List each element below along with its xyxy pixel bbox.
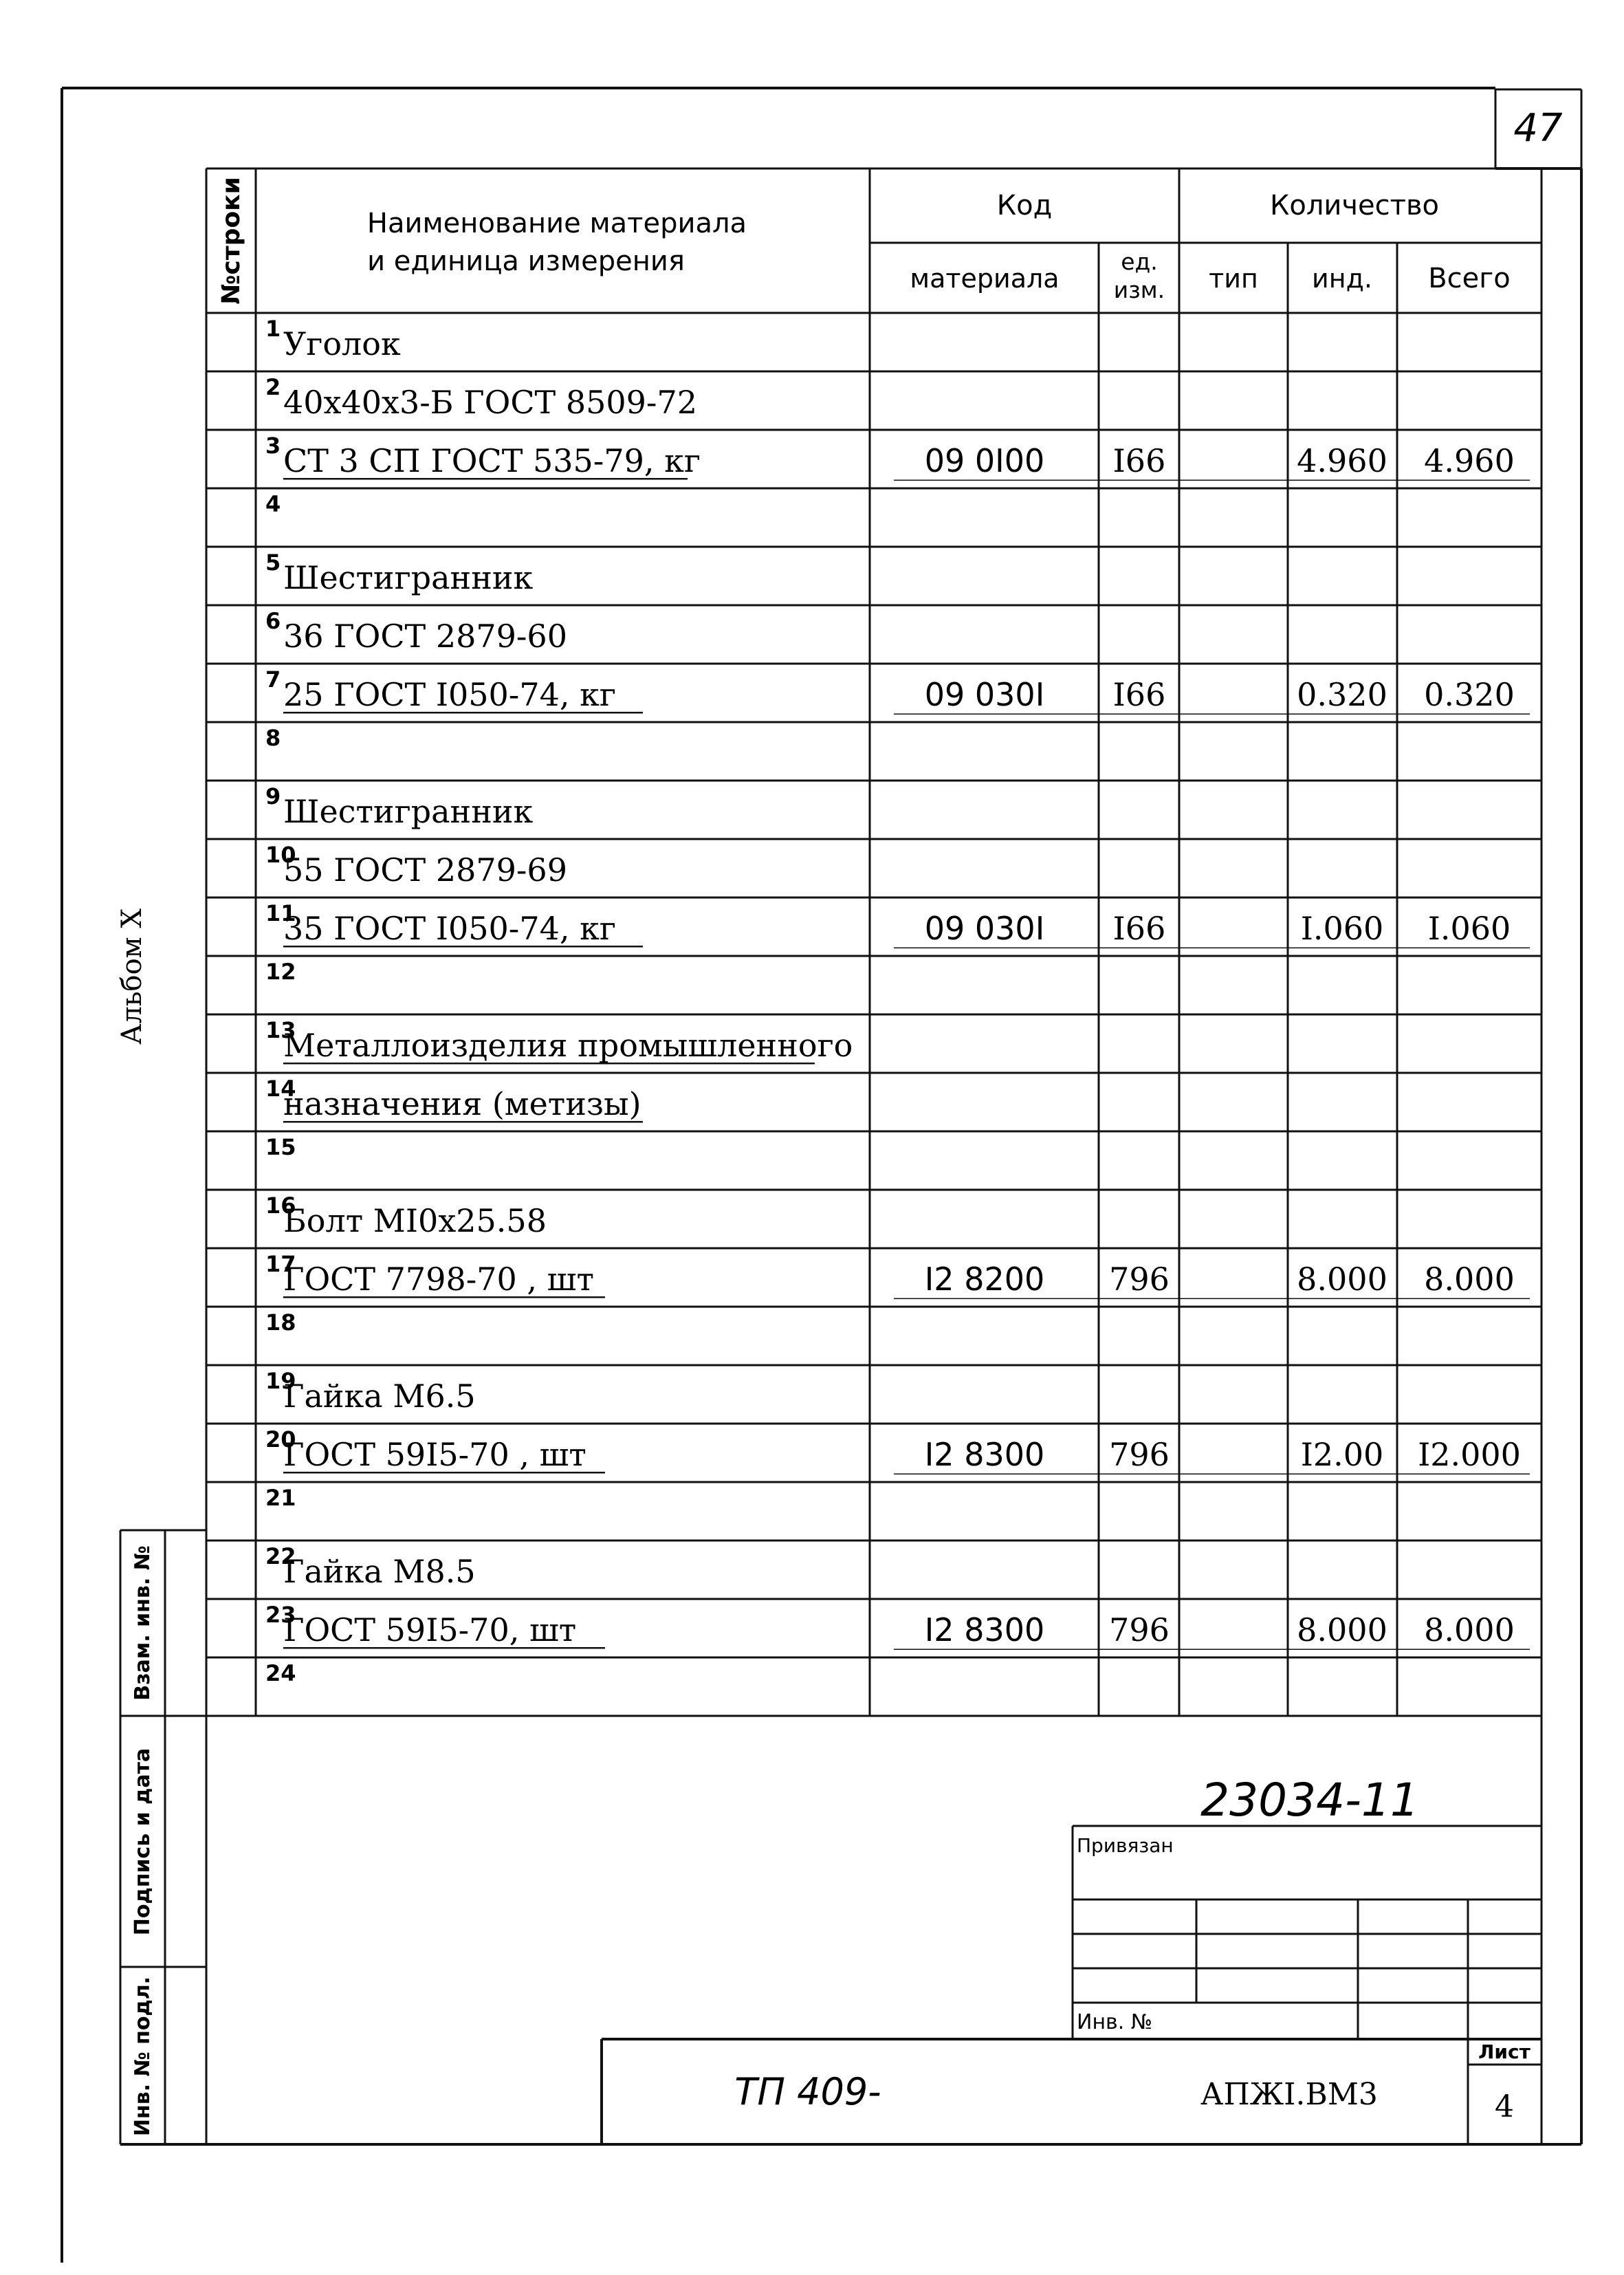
table-row [265, 783, 534, 830]
cell-no: 11 [265, 900, 296, 926]
cell-unit: 796 [1109, 1611, 1170, 1649]
table-body [265, 316, 1521, 1686]
cell-ind: I2.00 [1300, 1436, 1384, 1474]
page-number: 47 [1513, 106, 1563, 151]
table-row [265, 1076, 641, 1122]
table-row [265, 900, 1511, 947]
cell-name: 40x40x3-Б ГОСТ 8509-72 [283, 384, 697, 422]
cell-no: 9 [265, 783, 281, 809]
cell-ind: I.060 [1300, 910, 1384, 948]
header-name-line2: и единица измерения [367, 246, 685, 277]
cell-ind: 8.000 [1297, 1261, 1387, 1298]
cell-no: 24 [265, 1660, 296, 1686]
cell-no: 6 [265, 608, 281, 634]
table-row [265, 491, 281, 517]
sheet-number: 4 [1495, 2089, 1514, 2124]
cell-name: СТ 3 СП ГОСТ 535-79, кг [283, 442, 701, 480]
cell-name: ГОСТ 59I5-70, шт [283, 1611, 577, 1649]
header-type: тип [1209, 263, 1258, 294]
cell-name: назначения (метизы) [283, 1085, 641, 1123]
table-header [217, 177, 1511, 305]
cell-no: 17 [265, 1251, 296, 1277]
cell-total: 8.000 [1424, 1611, 1515, 1649]
cell-unit: I66 [1112, 676, 1166, 714]
cell-no: 3 [265, 433, 281, 459]
table-row [265, 374, 697, 421]
header-unit-line2: изм. [1113, 276, 1165, 303]
cell-no: 21 [265, 1485, 296, 1511]
cell-no: 4 [265, 491, 281, 517]
cell-name: 55 ГОСТ 2879-69 [283, 851, 567, 889]
table-row [265, 1485, 296, 1511]
cell-ind: 8.000 [1297, 1611, 1387, 1649]
cell-no: 22 [265, 1543, 296, 1569]
cell-name: Гайка M6.5 [283, 1378, 476, 1415]
cell-code: 09 030I [924, 676, 1045, 714]
cell-name: ГОСТ 59I5-70 , шт [283, 1436, 586, 1474]
cell-total: 8.000 [1424, 1261, 1515, 1298]
cell-no: 10 [265, 842, 296, 868]
header-quantity: Количество [1269, 190, 1440, 221]
table-row [265, 316, 401, 362]
cell-code: 09 030I [924, 910, 1045, 948]
cell-total: I.060 [1427, 910, 1511, 948]
cell-no: 15 [265, 1134, 296, 1160]
cell-code: 09 0I00 [924, 442, 1045, 480]
table-row [265, 959, 296, 985]
table-row [265, 1251, 1515, 1298]
cell-no: 13 [265, 1017, 296, 1043]
cell-name: ГОСТ 7798-70 , шт [283, 1261, 594, 1298]
table-row [265, 1602, 1515, 1648]
cell-name: Болт MI0x25.58 [283, 1202, 547, 1240]
project-number: ТП 409- [734, 2070, 881, 2113]
bound-label: Привязан [1077, 1834, 1174, 1857]
table-row [265, 433, 1515, 479]
header-code: Код [996, 190, 1053, 221]
document-code: АПЖI.ВМ3 [1200, 2077, 1378, 2112]
table-row [265, 666, 1515, 713]
header-total: Всего [1428, 263, 1511, 294]
cell-name: 35 ГОСТ I050-74, кг [283, 910, 616, 948]
cell-no: 20 [265, 1426, 296, 1452]
cell-name: Металлоизделия промышленного [283, 1027, 853, 1065]
inv-orig-label: Инв. № подл. [131, 1976, 155, 2137]
left-margin-stamps [131, 1545, 155, 2136]
cell-name: Уголок [283, 325, 401, 363]
cell-code: I2 8300 [924, 1611, 1045, 1649]
cell-unit: 796 [1109, 1436, 1170, 1474]
table-row [265, 608, 567, 655]
cell-no: 16 [265, 1193, 296, 1219]
cell-no: 19 [265, 1368, 296, 1394]
sheet-label: Лист [1478, 2040, 1530, 2063]
cell-unit: 796 [1109, 1261, 1170, 1298]
table-row [265, 1368, 476, 1415]
header-individual: инд. [1312, 263, 1372, 294]
header-unit-line1: ед. [1121, 248, 1158, 275]
cell-ind: 4.960 [1297, 442, 1387, 480]
cell-total: 4.960 [1424, 442, 1515, 480]
table-row [265, 1660, 296, 1686]
handwritten-number: 23034-11 [1200, 1774, 1419, 1827]
cell-no: 18 [265, 1309, 296, 1336]
cell-no: 2 [265, 374, 281, 400]
cell-no: 1 [265, 316, 281, 342]
cell-name: 36 ГОСТ 2879-60 [283, 618, 567, 655]
cell-code: I2 8300 [924, 1436, 1045, 1474]
replace-inv-label: Взам. инв. № [131, 1545, 155, 1701]
cell-ind: 0.320 [1297, 676, 1387, 714]
cell-no: 7 [265, 666, 281, 693]
cell-name: Шестигранник [283, 559, 534, 597]
table-row [265, 1426, 1521, 1473]
table-row [265, 1543, 476, 1590]
cell-unit: I66 [1112, 910, 1166, 948]
cell-no: 8 [265, 725, 281, 751]
cell-no: 5 [265, 549, 281, 576]
table-row [265, 1309, 296, 1336]
table-row [265, 549, 534, 596]
header-material: материала [910, 263, 1060, 294]
cell-total: 0.320 [1424, 676, 1515, 714]
header-row-no: №строки [217, 177, 245, 305]
table-row [265, 725, 281, 751]
cell-no: 23 [265, 1602, 296, 1628]
sign-date-label: Подпись и дата [131, 1748, 155, 1936]
inv-label: Инв. № [1077, 2010, 1153, 2034]
cell-name: Гайка M8.5 [283, 1553, 476, 1591]
header-name-line1: Наименование материала [366, 208, 747, 239]
table-row [265, 842, 567, 889]
cell-no: 12 [265, 959, 296, 985]
cell-code: I2 8200 [924, 1261, 1045, 1298]
cell-name: Шестигранник [283, 793, 534, 831]
table-row [265, 1017, 853, 1064]
album-label: Альбом X [116, 908, 148, 1045]
cell-unit: I66 [1112, 442, 1166, 480]
cell-total: I2.000 [1418, 1436, 1521, 1474]
table-row [265, 1134, 296, 1160]
cell-no: 14 [265, 1076, 296, 1102]
table-row [265, 1193, 547, 1239]
cell-name: 25 ГОСТ I050-74, кг [283, 676, 616, 714]
